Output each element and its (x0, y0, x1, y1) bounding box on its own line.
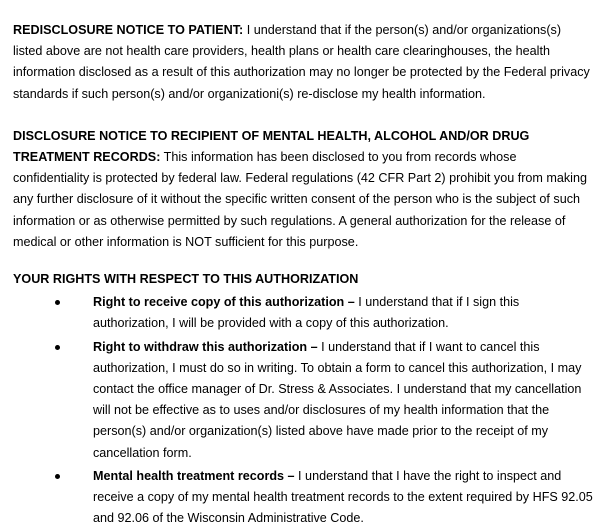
rights-item-receive-copy (13, 292, 593, 334)
rights-item-title: Right to withdraw this authorization – (93, 339, 318, 354)
rights-list (13, 292, 593, 529)
rights-item-title: Mental health treatment records – (93, 468, 295, 483)
document-page (13, 20, 593, 529)
rights-item-mental-health-records (13, 466, 593, 529)
disclosure-text: This information has been disclosed to you from records whose confidentiality is protected by federal law. Federal regulations (42 CFR Part 2) prohibit you from making any further disclosure of it without the specific written consent of the person who is the subject of such information or as otherwise permitted by such regulations. A general authorization for the release of medical or other information is NOT sufficient for this purpose. (13, 150, 587, 249)
rights-item-text: I understand that I have the right to inspect and receive a copy of my mental health treatment records to the extent required by HFS 92.05 and 92.06 of the Wisconsin Administrative Code. (93, 468, 593, 526)
rights-heading: YOUR RIGHTS WITH RESPECT TO THIS AUTHORIZATION (13, 272, 359, 287)
rights-item-withdraw (13, 337, 593, 464)
disclosure-heading: DISCLOSURE NOTICE TO RECIPIENT OF MENTAL HEALTH, ALCOHOL AND/OR DRUG TREATMENT RECORDS: (13, 128, 530, 165)
redisclosure-notice (13, 20, 593, 105)
disclosure-notice (13, 126, 593, 253)
rights-item-text: I understand that if I want to cancel this authorization, I must do so in writing. To obtain a form to cancel this authorization, I may contact the office manager of Dr. Stress & Associates. I understand that my cancellation will not be effective as to uses and/or disclosures of my health information that the person(s) and/or organization(s) listed above have made prior to the receipt of my cancellation form. (93, 339, 582, 460)
redisclosure-heading: REDISCLOSURE NOTICE TO PATIENT: (13, 23, 244, 37)
redisclosure-text: I understand that if the person(s) and/or organizations(s) listed above are not health care providers, health plans or health care clearinghouses, the health information disclosed as a result of this authorization may no longer be protected by the Federal privacy standards if such person(s) and/or organizationi(s) re-disclose my health information. (13, 23, 590, 101)
rights-item-title: Right to receive copy of this authorization – (93, 295, 355, 310)
rights-item-text: I understand that if I sign this authorization, I will be provided with a copy of this authorization. (93, 295, 520, 331)
